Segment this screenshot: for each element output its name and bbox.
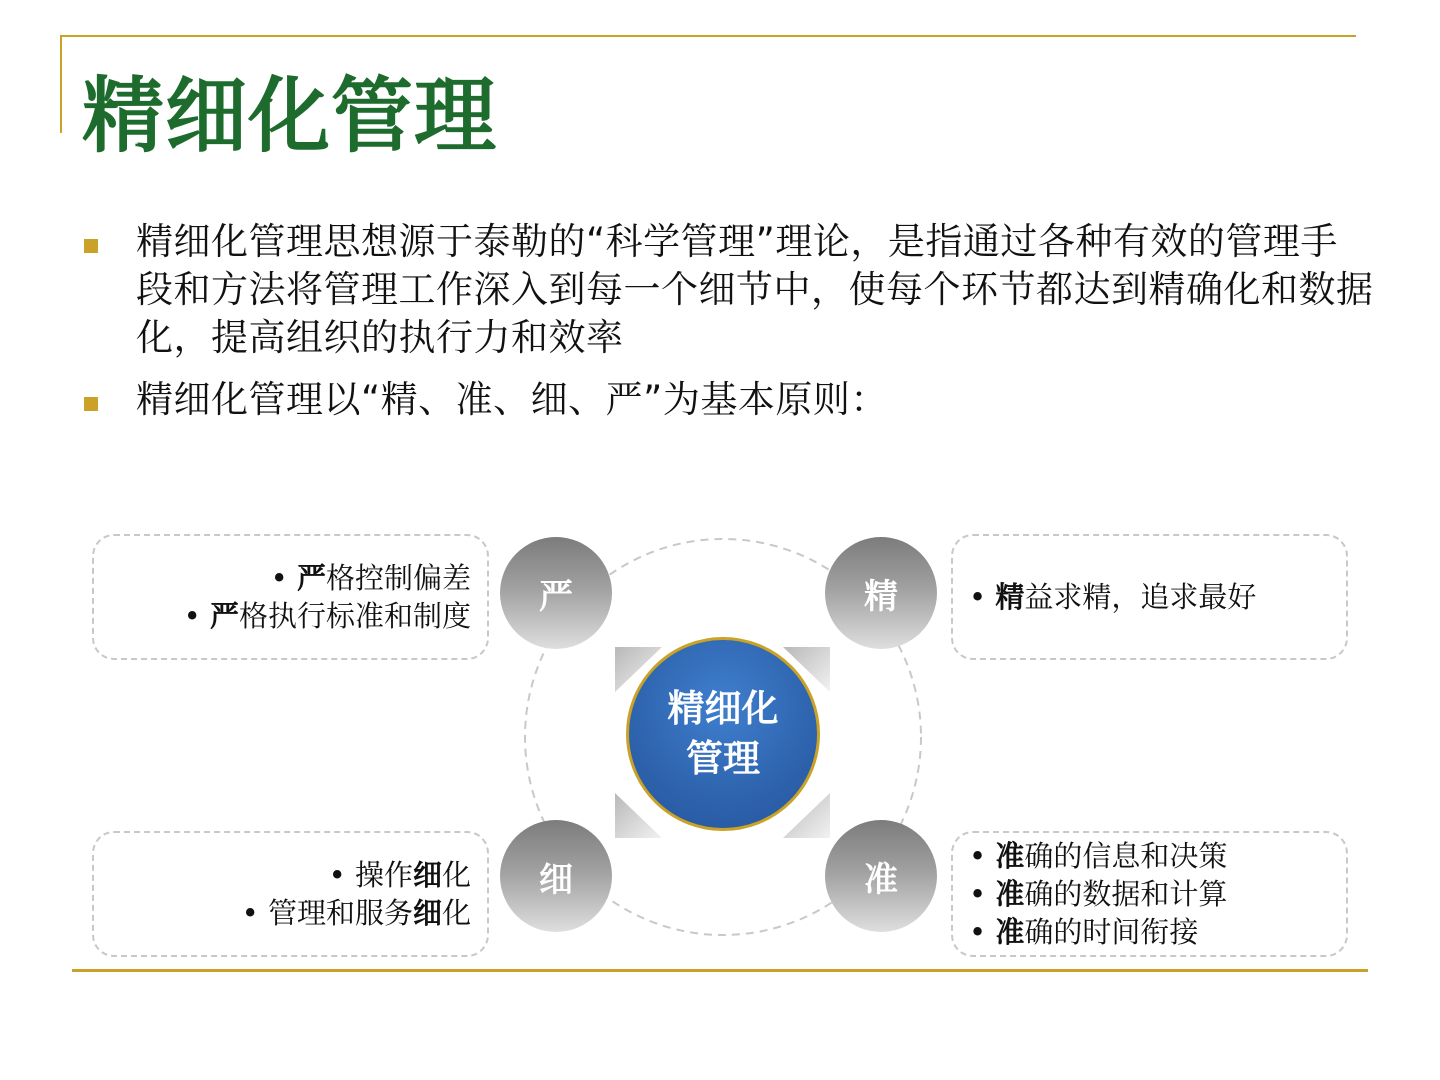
item-post: 化: [441, 896, 471, 930]
dot-bullet: •: [241, 896, 259, 930]
item-pre: 管理和服务: [267, 896, 413, 930]
item-post: 确的信息和决策: [1024, 839, 1228, 873]
center-line-2: 管理: [686, 737, 760, 780]
item-emphasis: 细: [412, 896, 442, 930]
dot-bullet: •: [969, 580, 987, 614]
node-yan: 严: [500, 537, 612, 649]
item-emphasis: 细: [412, 858, 442, 892]
item-emphasis: 严: [296, 561, 326, 595]
dot-bullet: •: [969, 877, 987, 911]
dot-bullet: •: [270, 561, 288, 595]
list-item: [184, 597, 471, 635]
list-item: [969, 578, 1256, 616]
dot-bullet: •: [969, 839, 987, 873]
list-item: [242, 894, 471, 932]
item-emphasis: 精: [995, 580, 1025, 614]
center-line-1: 精细化: [667, 687, 779, 730]
bullet-text: 精细化管理以“精、准、细、严”为基本原则：: [136, 378, 888, 421]
item-post: 益求精，追求最好: [1024, 580, 1257, 614]
dot-bullet: •: [328, 858, 346, 892]
item-emphasis: 准: [995, 839, 1025, 873]
center-circle: [626, 637, 820, 831]
item-emphasis: 准: [995, 915, 1025, 949]
dot-bullet: •: [183, 599, 201, 633]
list-item: [969, 875, 1227, 913]
slide-title: 精细化管理: [82, 69, 498, 164]
list-item: [969, 837, 1227, 875]
box-yan: [92, 534, 489, 660]
node-jing: 精: [825, 537, 937, 649]
bullet-text: 精细化管理思想源于泰勒的“科学管理”理论，是指通过各种有效的管理手段和方法将管理工作深入到每一个细节中，使每个环节都达到精确化和数据化，提高组织的执行力和效率: [136, 220, 1374, 359]
item-emphasis: 严: [209, 599, 239, 633]
list-item: [969, 913, 1198, 951]
item-post: 确的数据和计算: [1024, 877, 1228, 911]
dot-bullet: •: [969, 915, 987, 949]
node-zhun: 准: [825, 820, 937, 932]
box-jing: [951, 534, 1348, 660]
item-post: 确的时间衔接: [1024, 915, 1199, 949]
list-item: [271, 559, 471, 597]
node-xi: 细: [500, 820, 612, 932]
item-emphasis: 准: [995, 877, 1025, 911]
box-xi: [92, 831, 489, 957]
item-post: 化: [441, 858, 471, 892]
item-post: 格控制偏差: [325, 561, 471, 595]
list-item: [329, 856, 471, 894]
item-pre: 操作: [354, 858, 413, 892]
box-zhun: [951, 831, 1348, 957]
item-post: 格执行标准和制度: [238, 599, 471, 633]
bottom-rule: [72, 969, 1368, 972]
